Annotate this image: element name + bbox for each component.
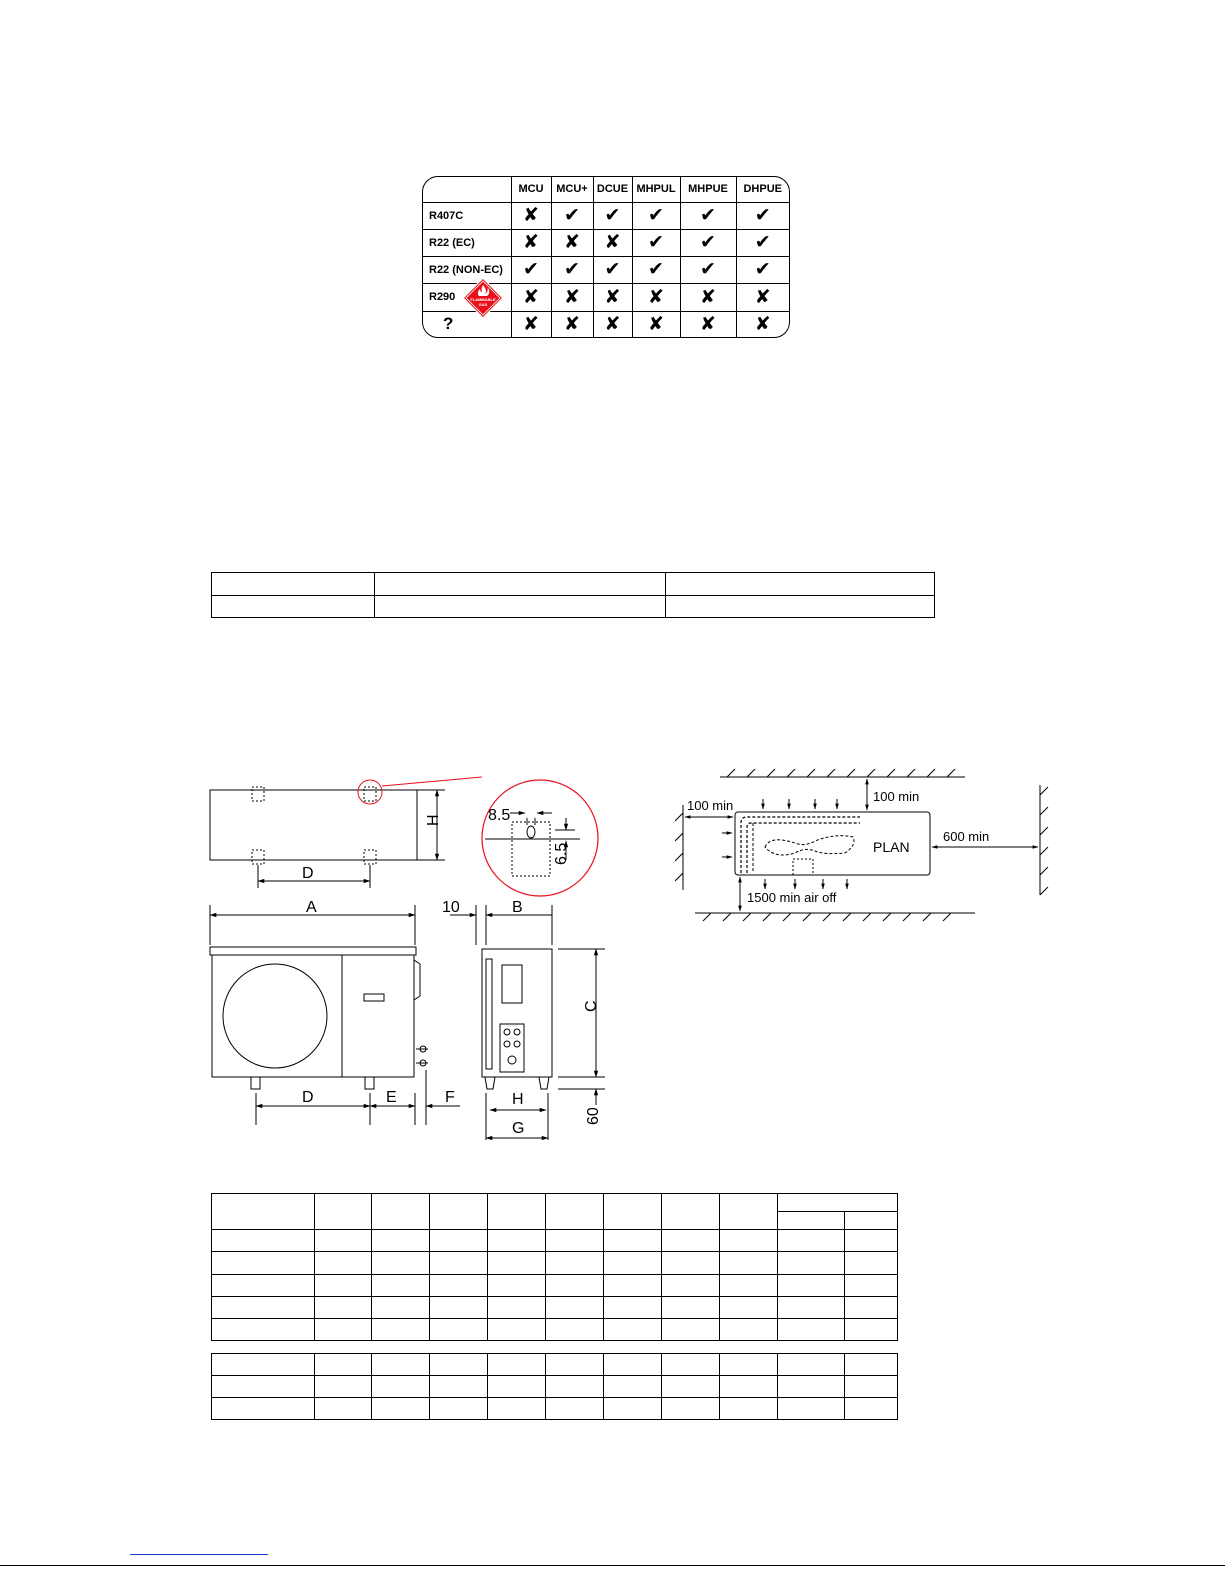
mark-cell — [593, 256, 632, 283]
table-cell — [845, 1212, 898, 1230]
table-cell — [430, 1194, 488, 1230]
table-cell — [546, 1318, 604, 1340]
table-cell — [430, 1318, 488, 1340]
mark-cell — [736, 202, 789, 229]
mark-cell — [632, 202, 680, 229]
mark-cell — [593, 202, 632, 229]
compat-mark: ✘ — [523, 285, 539, 308]
table-cell — [372, 1274, 430, 1296]
table-cell — [778, 1274, 845, 1296]
clearance-left: 100 min — [687, 798, 734, 813]
mark-cell — [593, 229, 632, 256]
table-cell — [662, 1194, 720, 1230]
flammable-gas-icon — [461, 276, 505, 320]
compat-mark: ✔ — [754, 258, 771, 280]
table-cell — [662, 1318, 720, 1340]
table-cell — [212, 1296, 315, 1318]
table-cell — [604, 1354, 662, 1376]
unit-dimension-drawing — [180, 760, 620, 1150]
clearance-bottom: 1500 min air off — [747, 890, 837, 905]
mark-cell — [511, 229, 551, 256]
table-cell — [666, 595, 935, 618]
table-cell — [662, 1274, 720, 1296]
compat-mark: ✘ — [523, 312, 539, 335]
footer-rule — [0, 1565, 1225, 1566]
mark-cell — [551, 283, 593, 311]
table-cell — [662, 1398, 720, 1420]
table-cell — [315, 1398, 372, 1420]
table-cell — [372, 1230, 430, 1252]
table-cell — [212, 573, 375, 596]
table-cell — [720, 1296, 778, 1318]
table-cell — [488, 1194, 546, 1230]
table-cell — [546, 1274, 604, 1296]
table-cell — [315, 1274, 372, 1296]
table-cell — [430, 1354, 488, 1376]
mark-cell — [551, 256, 593, 283]
table-cell — [546, 1252, 604, 1274]
table-cell — [720, 1252, 778, 1274]
compat-mark: ✔ — [648, 204, 664, 226]
mark-cell — [511, 311, 551, 337]
table-cell — [372, 1296, 430, 1318]
compat-mark: ✘ — [754, 285, 771, 308]
table-cell — [488, 1398, 546, 1420]
compat-mark: ✘ — [700, 285, 716, 308]
mark-cell — [680, 229, 736, 256]
table-cell — [372, 1376, 430, 1398]
dim-label-h: H — [512, 1091, 524, 1108]
column-header: MHPUL — [632, 177, 680, 202]
table-cell — [372, 1398, 430, 1420]
table-cell — [778, 1194, 898, 1212]
table-cell — [546, 1376, 604, 1398]
column-header: MHPUE — [680, 177, 736, 202]
compat-mark: ✘ — [648, 312, 664, 335]
dim-label-d-top: D — [302, 865, 314, 882]
table-cell — [430, 1398, 488, 1420]
compat-mark: ✘ — [604, 312, 621, 335]
mark-cell — [551, 202, 593, 229]
table-cell — [546, 1230, 604, 1252]
table-cell — [375, 573, 666, 596]
table-cell — [488, 1376, 546, 1398]
compat-mark: ✔ — [604, 204, 621, 226]
table-cell — [212, 1398, 315, 1420]
mark-cell — [736, 311, 789, 337]
table-cell — [778, 1296, 845, 1318]
table-cell — [488, 1230, 546, 1252]
dim-label-d: D — [302, 1089, 314, 1106]
dimensions-table-lower — [211, 1353, 898, 1420]
compat-mark: ✔ — [564, 258, 580, 280]
table-cell — [315, 1252, 372, 1274]
table-cell — [778, 1252, 845, 1274]
plan-title: PLAN — [873, 839, 910, 855]
table-cell — [546, 1398, 604, 1420]
mark-cell — [551, 229, 593, 256]
compat-mark: ✔ — [564, 204, 580, 226]
empty-spec-table — [211, 572, 935, 618]
table-cell — [662, 1354, 720, 1376]
mark-cell — [632, 229, 680, 256]
table-cell — [546, 1296, 604, 1318]
table-cell — [845, 1296, 898, 1318]
table-row — [423, 229, 789, 256]
compat-mark: ✘ — [564, 231, 580, 253]
row-label: ? — [423, 311, 511, 337]
corner-cell — [423, 177, 511, 202]
table-cell — [430, 1230, 488, 1252]
table-cell — [720, 1274, 778, 1296]
hazard-text-line1: FLAMMABLE — [470, 296, 496, 302]
table-cell — [212, 1318, 315, 1340]
table-cell — [372, 1194, 430, 1230]
table-cell — [604, 1252, 662, 1274]
table-cell — [845, 1354, 898, 1376]
clearance-right: 600 min — [943, 829, 990, 844]
mark-cell — [511, 283, 551, 311]
mark-cell — [736, 256, 789, 283]
table-cell — [720, 1230, 778, 1252]
table-cell — [666, 573, 935, 596]
table-cell — [546, 1194, 604, 1230]
row-label: R290 — [429, 291, 456, 303]
table-cell — [720, 1354, 778, 1376]
table-cell — [212, 1376, 315, 1398]
unit-top-view — [210, 790, 417, 860]
fan-blade-outline — [765, 836, 854, 855]
dim-label-gap: 10 — [442, 899, 460, 916]
table-cell — [315, 1318, 372, 1340]
table-cell — [662, 1376, 720, 1398]
mark-cell — [511, 256, 551, 283]
table-cell — [778, 1398, 845, 1420]
table-cell — [212, 1194, 315, 1230]
mark-cell — [632, 256, 680, 283]
table-cell — [488, 1296, 546, 1318]
table-cell — [778, 1354, 845, 1376]
compat-mark: ✘ — [754, 312, 771, 335]
footer-link-underline[interactable] — [130, 1552, 268, 1555]
table-cell — [375, 595, 666, 618]
column-header: DHPUE — [736, 177, 789, 202]
table-header-row — [423, 177, 789, 202]
table-cell — [430, 1252, 488, 1274]
table-cell — [604, 1318, 662, 1340]
table-cell — [488, 1252, 546, 1274]
dimensions-table — [211, 1193, 898, 1341]
compat-mark: ✔ — [523, 258, 539, 280]
column-header: MCU — [511, 177, 551, 202]
compat-mark: ✔ — [700, 204, 716, 226]
compat-mark: ✔ — [754, 204, 771, 226]
table-cell — [604, 1274, 662, 1296]
table-cell — [430, 1274, 488, 1296]
table-cell — [315, 1194, 372, 1230]
table-cell — [212, 1274, 315, 1296]
table-cell — [315, 1354, 372, 1376]
mark-cell — [593, 311, 632, 337]
clearance-plan-drawing — [675, 765, 1055, 925]
table-cell — [604, 1194, 662, 1230]
row-label: R22 (NON-EC) — [423, 256, 511, 283]
table-cell — [720, 1194, 778, 1230]
mark-cell — [680, 283, 736, 311]
row-label: R407C — [423, 202, 511, 229]
mark-cell — [551, 311, 593, 337]
table-cell — [662, 1296, 720, 1318]
table-cell — [212, 1252, 315, 1274]
compat-mark: ✘ — [564, 285, 580, 308]
compat-mark: ✔ — [648, 231, 664, 253]
row-label: R22 (EC) — [423, 229, 511, 256]
mark-cell — [593, 283, 632, 311]
table-cell — [212, 1230, 315, 1252]
table-cell — [372, 1252, 430, 1274]
compat-mark: ✘ — [523, 231, 539, 253]
dim-label-leg: 60 — [585, 1107, 602, 1125]
mark-cell — [680, 202, 736, 229]
hazard-text-line2: GAS — [478, 301, 488, 307]
dim-label-e: E — [386, 1089, 397, 1106]
column-header: MCU+ — [551, 177, 593, 202]
table-cell — [430, 1296, 488, 1318]
table-cell — [212, 1354, 315, 1376]
detail-label-8-5: 8.5 — [488, 807, 511, 824]
table-cell — [845, 1230, 898, 1252]
table-cell — [212, 595, 375, 618]
table-cell — [372, 1354, 430, 1376]
refrigerant-compatibility-table — [422, 176, 790, 338]
compat-mark: ✘ — [564, 312, 580, 335]
table-cell — [845, 1376, 898, 1398]
compat-mark: ✘ — [648, 285, 664, 308]
table-cell — [604, 1376, 662, 1398]
table-cell — [845, 1274, 898, 1296]
table-cell — [845, 1318, 898, 1340]
table-cell — [720, 1318, 778, 1340]
dim-label-h-top: H — [425, 814, 442, 826]
column-header: DCUE — [593, 177, 632, 202]
fan-grille — [223, 964, 327, 1068]
mark-cell — [511, 202, 551, 229]
table-cell — [720, 1398, 778, 1420]
compat-mark: ✔ — [754, 231, 771, 253]
table-cell — [488, 1274, 546, 1296]
table-cell — [430, 1376, 488, 1398]
table-cell — [662, 1230, 720, 1252]
clearance-top: 100 min — [873, 789, 920, 804]
table-cell — [778, 1230, 845, 1252]
table-row — [423, 283, 789, 311]
compat-mark: ✔ — [648, 258, 664, 280]
table-cell — [845, 1398, 898, 1420]
compat-mark: ✘ — [523, 204, 539, 226]
table-cell — [604, 1230, 662, 1252]
dim-label-f: F — [445, 1089, 455, 1106]
dim-label-g: G — [512, 1120, 525, 1137]
mark-cell — [680, 311, 736, 337]
table-cell — [778, 1318, 845, 1340]
table-cell — [315, 1230, 372, 1252]
table-cell — [604, 1296, 662, 1318]
dim-label-b: B — [512, 899, 523, 916]
table-cell — [488, 1318, 546, 1340]
mark-cell — [632, 311, 680, 337]
table-cell — [720, 1376, 778, 1398]
compat-mark: ✔ — [700, 231, 716, 253]
dim-label-c: C — [583, 1000, 600, 1012]
table-cell — [604, 1398, 662, 1420]
unit-front-view — [210, 947, 416, 955]
table-cell — [778, 1376, 845, 1398]
table-cell — [845, 1252, 898, 1274]
mark-cell — [736, 229, 789, 256]
mark-cell — [680, 256, 736, 283]
detail-magnified-circle — [482, 780, 598, 896]
compat-mark: ✘ — [700, 312, 716, 335]
mark-cell — [736, 283, 789, 311]
table-cell — [488, 1354, 546, 1376]
mark-cell — [632, 283, 680, 311]
compat-mark: ✔ — [700, 258, 716, 280]
table-cell — [546, 1354, 604, 1376]
table-cell — [315, 1296, 372, 1318]
detail-callout-circle — [358, 780, 382, 804]
table-row — [423, 202, 789, 229]
table-cell — [315, 1376, 372, 1398]
compat-mark: ✔ — [604, 258, 621, 280]
table-cell — [662, 1252, 720, 1274]
table-cell — [778, 1212, 845, 1230]
dim-label-a: A — [306, 899, 317, 916]
compat-mark: ✘ — [604, 231, 621, 253]
detail-label-6-5: 6.5 — [553, 842, 570, 865]
compat-mark: ✘ — [604, 285, 621, 308]
table-cell — [372, 1318, 430, 1340]
row-label-r290 — [423, 283, 511, 311]
